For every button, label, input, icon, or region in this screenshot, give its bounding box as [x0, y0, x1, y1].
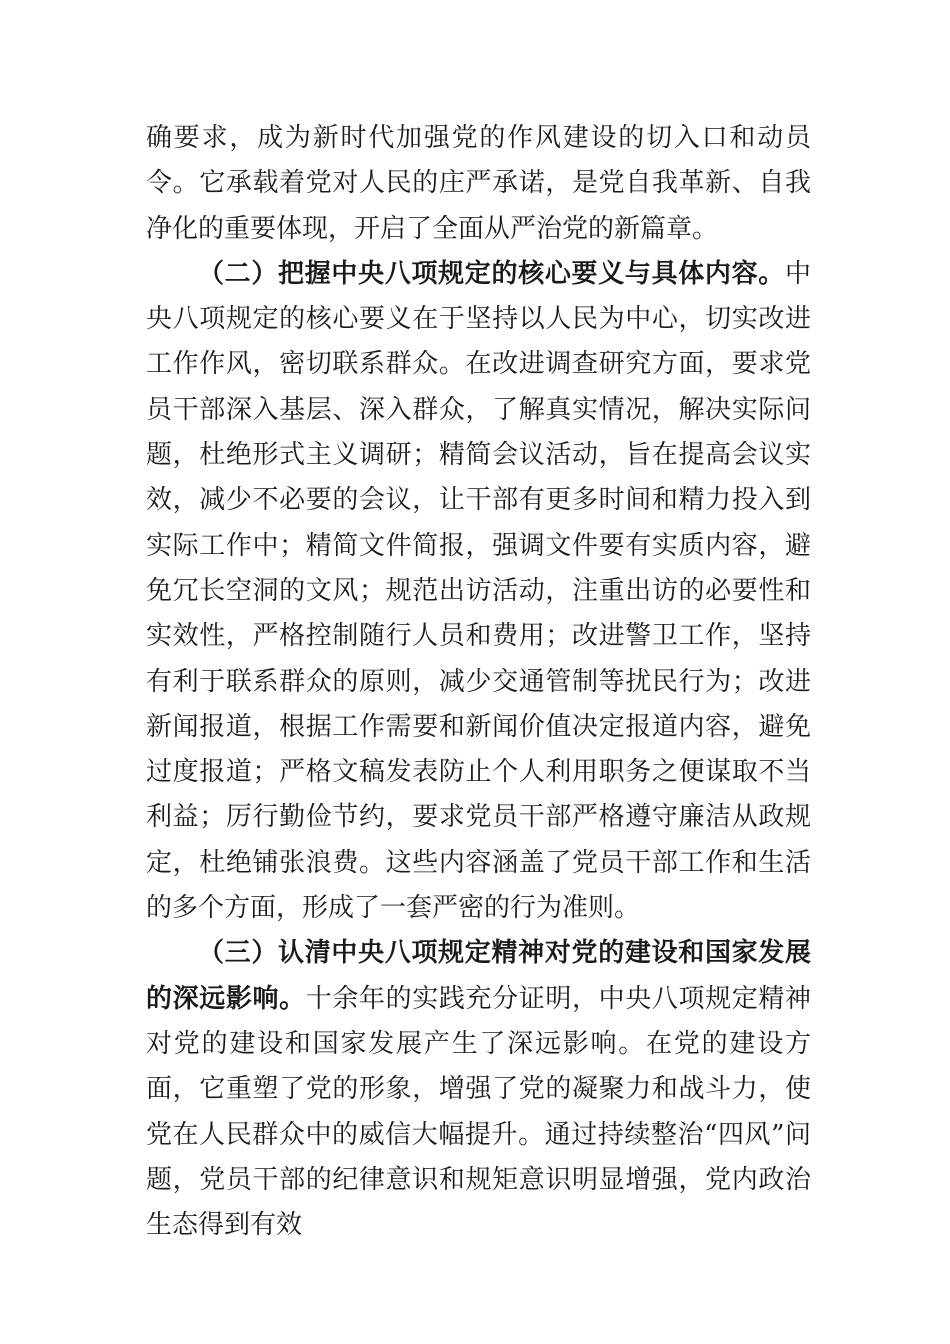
section-heading: （三）认清中央八项规定精神对党的建设和国家发展的深远影响。 [146, 938, 811, 1014]
paragraph-section-3 [146, 931, 811, 1248]
section-heading: （二）把握中央八项规定的核心要义与具体内容。 [198, 258, 785, 289]
paragraph-section-2 [146, 252, 811, 931]
paragraph-continuation [146, 116, 811, 252]
paragraph-text: 十余年的实践充分证明，中央八项规定精神对党的建设和国家发展产生了深远影响。在党的建设方面，它重塑了党的形象，增强了党的凝聚力和战斗力，使党在人民群众中的威信大幅提升。通过持续整治“四风”问题，党员干部的纪律意识和规矩意识明显增强，党内政治生态得到有效 [146, 983, 811, 1241]
document-body [146, 116, 811, 1248]
paragraph-text: 确要求，成为新时代加强党的作风建设的切入口和动员令。它承载着党对人民的庄严承诺，是党自我革新、自我净化的重要体现，开启了全面从严治党的新篇章。 [146, 123, 811, 244]
paragraph-text: 中央八项规定的核心要义在于坚持以人民为中心，切实改进工作作风，密切联系群众。在改进调查研究方面，要求党员干部深入基层、深入群众，了解真实情况，解决实际问题，杜绝形式主义调研；精简会议活动，旨在提高会议实效，减少不必要的会议，让干部有更多时间和精力投入到实际工作中；精简文件简报，强调文件要有实质内容，避免冗长空洞的文风；规范出访活动，注重出访的必要性和实效性，严格控制随行人员和费用；改进警卫工作，坚持有利于联系群众的原则，减少交通管制等扰民行为；改进新闻报道，根据工作需要和新闻价值决定报道内容，避免过度报道；严格文稿发表防止个人利用职务之便谋取不当利益；厉行勤俭节约，要求党员干部严格遵守廉洁从政规定，杜绝铺张浪费。这些内容涵盖了党员干部工作和生活的多个方面，形成了一套严密的行为准则。 [146, 258, 811, 924]
